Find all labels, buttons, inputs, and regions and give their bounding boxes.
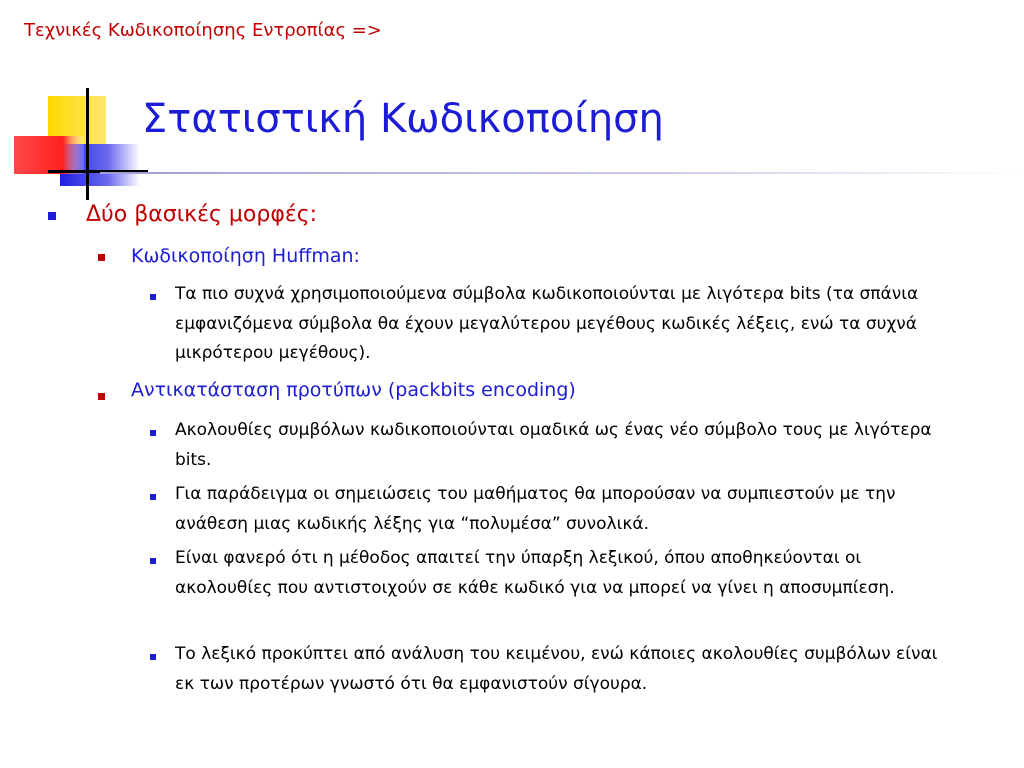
huffman-heading: Κωδικοποίηση Huffman: bbox=[131, 245, 360, 267]
bullet-marker bbox=[150, 430, 156, 436]
bullet-marker bbox=[150, 494, 156, 500]
packbits-point: Το λεξικό προκύπτει από ανάλυση του κειμένου, ενώ κάποιες ακολουθίες συμβόλων είναι εκ των προτέρων γνωστό ότι θα εμφανιστούν σίγουρα. bbox=[175, 644, 938, 694]
bullet-marker bbox=[150, 294, 156, 300]
slide-title: Στατιστική Κωδικοποίηση bbox=[142, 96, 664, 142]
bullet-marker bbox=[150, 558, 156, 564]
bullet-marker bbox=[98, 254, 105, 261]
title-divider bbox=[100, 172, 1024, 174]
bullet-marker bbox=[98, 393, 105, 400]
packbits-point: Είναι φανερό ότι η μέθοδος απαιτεί την ύπαρξη λεξικού, όπου αποθηκεύονται οι ακολουθίες που αντιστοιχούν σε κάθε κωδικό για να μπορεί να γίνει η αποσυμπίεση. bbox=[175, 548, 895, 598]
decorative-logo bbox=[0, 84, 150, 204]
bullet-marker bbox=[150, 654, 156, 660]
level1-text: Δύο βασικές μορφές: bbox=[86, 202, 318, 227]
packbits-heading: Αντικατάσταση προτύπων (packbits encoding) bbox=[131, 379, 576, 401]
bullet-marker bbox=[48, 212, 56, 220]
breadcrumb-link[interactable]: Τεχνικές Κωδικοποίησης Εντροπίας => bbox=[24, 20, 382, 41]
packbits-point: Για παράδειγμα οι σημειώσεις του μαθήματος θα μπορούσαν να συμπιεστούν με την ανάθεση μιας κωδικής λέξης για “πολυμέσα” συνολικά. bbox=[175, 484, 896, 534]
packbits-point: Ακολουθίες συμβόλων κωδικοποιούνται ομαδικά ως ένας νέο σύμβολο τους με λιγότερα bits. bbox=[175, 420, 932, 470]
huffman-point: Τα πιο συχνά χρησιμοποιούμενα σύμβολα κωδικοποιούνται με λιγότερα bits (τα σπάνια εμφανιζόμενα σύμβολα θα έχουν μεγαλύτερου μεγέθους κωδικές λέξεις, ενώ τα συχνά μικρότερου μεγέθους). bbox=[175, 284, 919, 363]
